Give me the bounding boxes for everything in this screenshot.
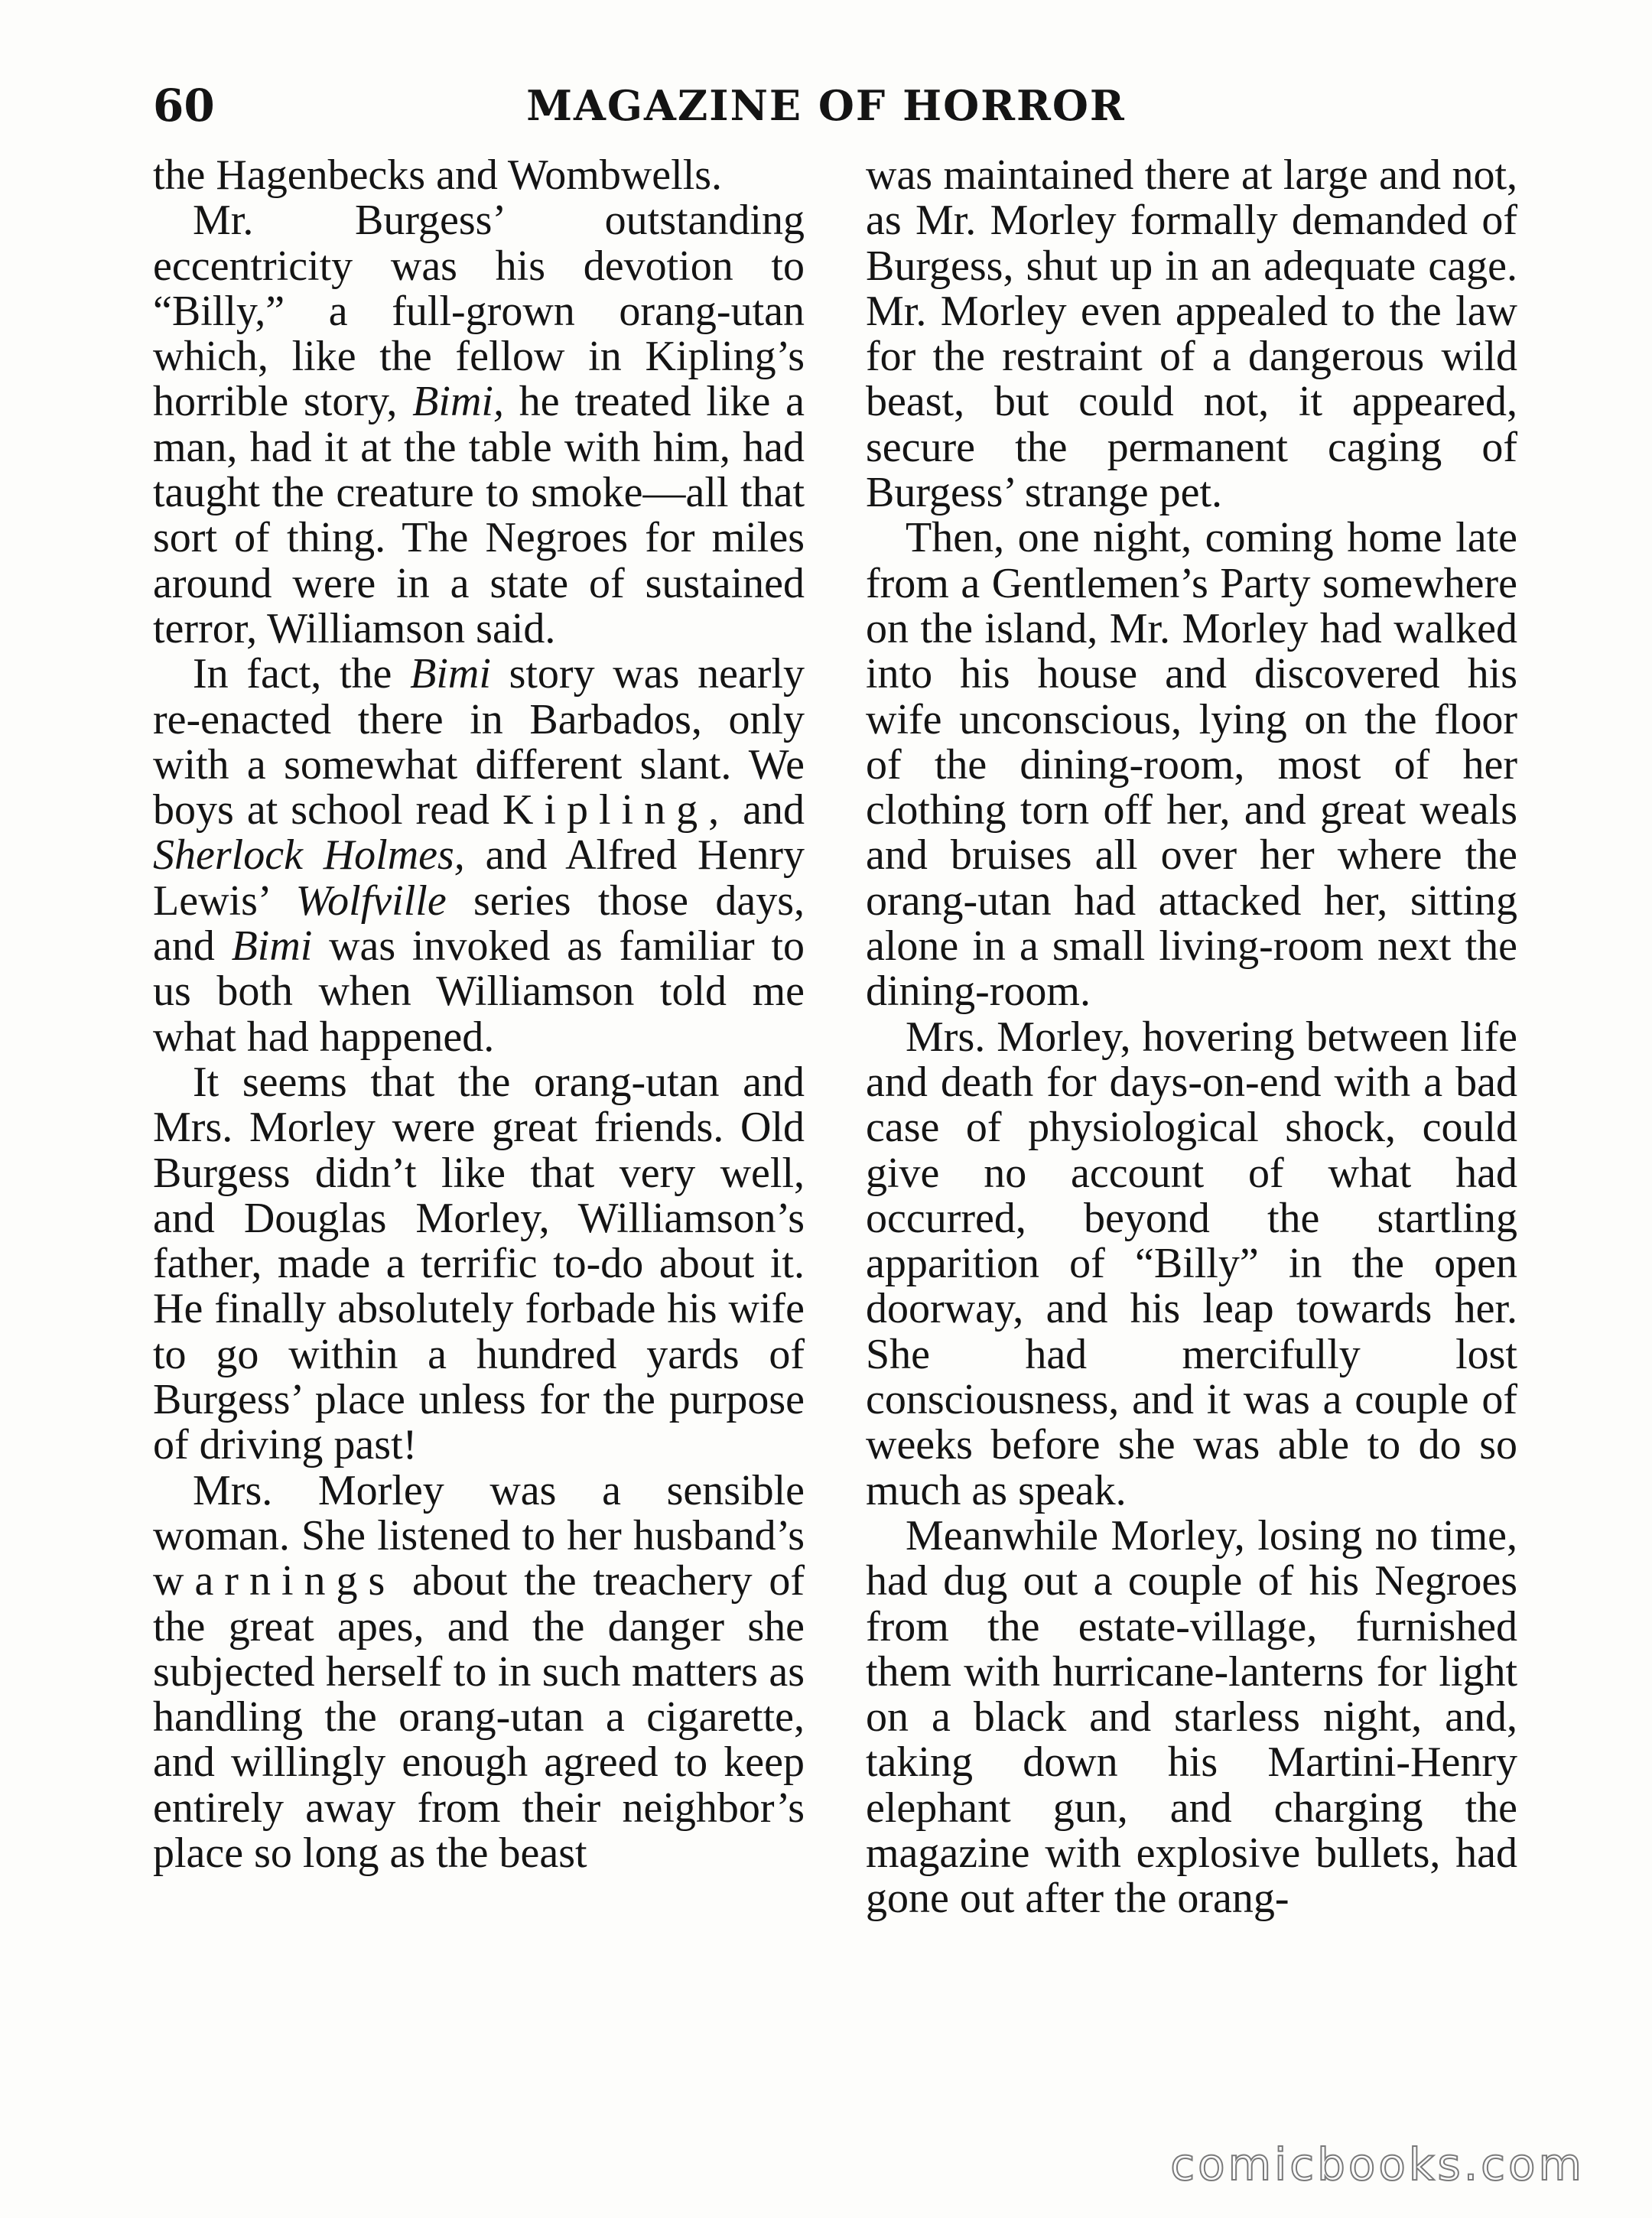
text-run: Mrs. Morley was a sensible woman. She listened to her husband’s bbox=[153, 1466, 805, 1559]
paragraph bbox=[866, 1511, 1517, 1923]
paragraph bbox=[153, 153, 805, 198]
paragraph bbox=[866, 153, 1517, 515]
paragraph bbox=[866, 1015, 1517, 1514]
text-run: series those days, and bbox=[153, 876, 805, 971]
italic-title: Bimi bbox=[231, 922, 313, 971]
italic-title: Sherlock Holmes, bbox=[153, 831, 465, 880]
letterspaced-word: warnings bbox=[153, 1557, 396, 1605]
text-run: Mrs. Morley, hovering between life and death for days-on-end with a bad case of physiological shock, could give no account of what had occurred, beyond the startling apparition of “Billy” in the open doorway, and his leap towards her. She had mercifully lost consciousness, and it was a couple of weeks before she was able to do so much as speak. bbox=[866, 1013, 1517, 1514]
text-column-left bbox=[153, 153, 805, 2111]
italic-title: Bimi, bbox=[412, 378, 504, 426]
text-run: Mr. Burgess’ outstanding eccentricity was his devotion to “Billy,” a full-grown orang-utan which, like the fellow in Kipling’s horrible story, bbox=[153, 197, 805, 426]
text-run: he treated like a man, had it at the table with him, had taught the creature to smoke—all that sort of thing. The Negroes for miles around were in a state of sustained terror, Williamson said. bbox=[153, 378, 805, 652]
text-run: Then, one night, coming home late from a Gentlemen’s Party somewhere on the island, Mr. Morley had walked into his house and discovered his wife unconscious, lying on the floor of the dining-room, most of her clothing torn off her, and great weals and bruises all over her where the orang-utan had attacked her, sitting alone in a small living-room next the dining-room. bbox=[866, 514, 1517, 1016]
running-head: MAGAZINE OF HORROR bbox=[526, 81, 1126, 130]
text-column-right bbox=[866, 153, 1517, 2111]
letterspaced-word: Kipling, bbox=[502, 786, 730, 834]
text-run: story was nearly re-enacted there in Barbados, only with a somewhat different slant. We boys at school read bbox=[153, 650, 805, 834]
text-run: was invoked as familiar to us both when Williamson told me what had happened. bbox=[153, 922, 805, 1061]
text-run: In fact, the bbox=[193, 650, 411, 698]
paragraph bbox=[153, 652, 805, 1060]
text-run: and Alfred Henry Lewis’ bbox=[153, 831, 805, 925]
paragraph bbox=[153, 1060, 805, 1468]
watermark: comicbooks.com bbox=[1170, 2138, 1585, 2190]
page-number: 60 bbox=[153, 80, 215, 132]
paragraph bbox=[153, 1468, 805, 1877]
paragraph bbox=[866, 515, 1517, 1014]
text-run: and bbox=[730, 786, 805, 834]
text-run: Meanwhile Morley, losing no time, had dug out a couple of his Negroes from the estate-village, furnished them with hurricane-lanterns for light on a black and starless night, and, taking down his Martini-Henry elephant gun, and charging the magazine with explosive bullets, had gone out after the orang- bbox=[866, 1511, 1517, 1923]
paragraph bbox=[153, 198, 805, 652]
italic-title: Wolfville bbox=[295, 876, 447, 925]
text-run: the Hagenbecks and Wombwells. bbox=[153, 151, 723, 199]
italic-title: Bimi bbox=[410, 650, 491, 698]
text-run: It seems that the orang-utan and Mrs. Morley were great friends. Old Burgess didn’t like that very well, and Douglas Morley, Williamson’s father, made a terrific to-do about it. He finally absolutely forbade his wife to go within a hundred yards of Burgess’ place unless for the purpose of driving past! bbox=[153, 1058, 805, 1469]
page-header bbox=[153, 75, 1499, 136]
text-run: was maintained there at large and not, as Mr. Morley formally demanded of Burgess, shut up in an adequate cage. Mr. Morley even appealed to the law for the restraint of a dangerous wild beast, but could not, it appeared, secure the permanent caging of Burgess’ strange pet. bbox=[866, 151, 1517, 517]
text-run: about the treachery of the great apes, and the danger she subjected herself to in such matters as handling the orang-utan a cigarette, and willingly enough agreed to keep entirely away from their neighbor’s place so long as the beast bbox=[153, 1557, 805, 1877]
